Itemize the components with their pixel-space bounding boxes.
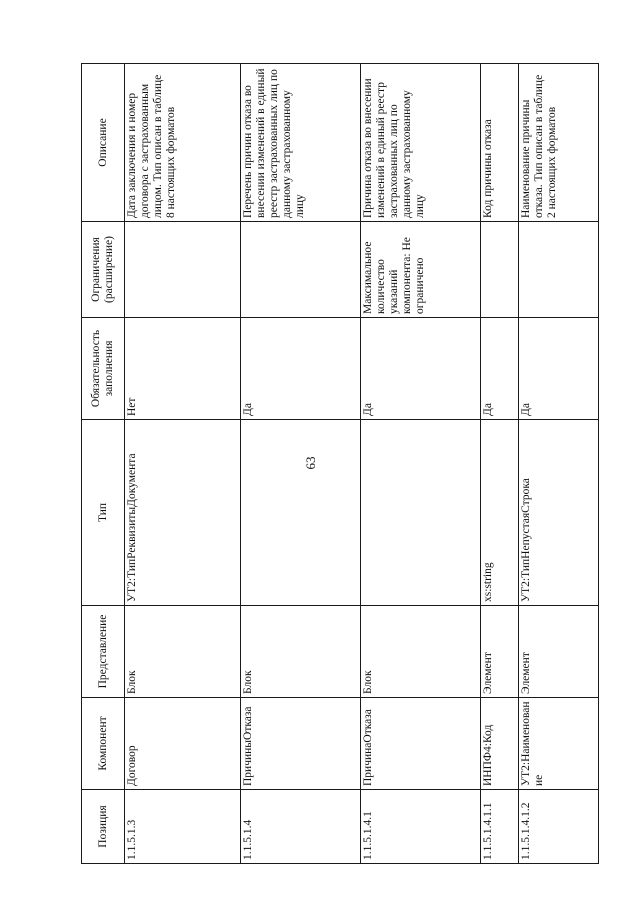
cell-representation: Элемент xyxy=(519,606,599,698)
cell-position: 1.1.5.1.4.1.2 xyxy=(519,790,599,864)
table-row xyxy=(241,64,361,864)
cell-type xyxy=(241,420,361,606)
cell-required: Да xyxy=(361,318,481,420)
specification-table-container xyxy=(81,64,558,864)
cell-restrictions xyxy=(125,222,241,318)
cell-component: Договор xyxy=(125,698,241,790)
cell-required: Нет xyxy=(125,318,241,420)
header-description: Описание xyxy=(82,64,125,222)
table-row xyxy=(125,64,241,864)
cell-component: ПричиныОтказа xyxy=(241,698,361,790)
cell-component: ИНПФ4:Код xyxy=(481,698,519,790)
cell-position: 1.1.5.1.4 xyxy=(241,790,361,864)
cell-restrictions xyxy=(241,222,361,318)
header-component: Компонент xyxy=(82,698,125,790)
cell-description: Наименование причины отказа. Тип описан в таблице 2 настоящих форматов xyxy=(519,64,599,222)
table-row xyxy=(361,64,481,864)
header-required: Обязательность заполнения xyxy=(82,318,125,420)
table-row xyxy=(519,64,599,864)
table-header-row xyxy=(82,64,125,864)
cell-component: УТ2:Наименование xyxy=(519,698,599,790)
cell-description: Дата заключения и номер договора с застрахованным лицом. Тип описан в таблице 8 настоящих форматов xyxy=(125,64,241,222)
cell-type xyxy=(361,420,481,606)
cell-component: ПричинаОтказа xyxy=(361,698,481,790)
cell-representation: Блок xyxy=(241,606,361,698)
cell-required: Да xyxy=(241,318,361,420)
cell-representation: Элемент xyxy=(481,606,519,698)
cell-description: Причина отказа во внесении изменений в единый реестр застрахованных лиц по данному застрахованному лицу xyxy=(361,64,481,222)
cell-representation: Блок xyxy=(361,606,481,698)
cell-representation: Блок xyxy=(125,606,241,698)
specification-table xyxy=(81,63,599,864)
cell-type: УТ2:ТипНепустаяСтрока xyxy=(519,420,599,606)
header-type: Тип xyxy=(82,420,125,606)
table-row xyxy=(481,64,519,864)
cell-restrictions xyxy=(481,222,519,318)
header-restrictions: Ограничения (расширение) xyxy=(82,222,125,318)
cell-required: Да xyxy=(519,318,599,420)
cell-type: xs:string xyxy=(481,420,519,606)
page-number: 63 xyxy=(303,456,318,470)
cell-description: Код причины отказа xyxy=(481,64,519,222)
cell-position: 1.1.5.1.4.1.1 xyxy=(481,790,519,864)
cell-required: Да xyxy=(481,318,519,420)
cell-description: Перечень причин отказа во внесении изменений в единый реестр застрахованных лиц по данному застрахованному лицу xyxy=(241,64,361,222)
cell-restrictions xyxy=(519,222,599,318)
cell-restrictions: Максимальное количество указаний компонента: Не ограничено xyxy=(361,222,481,318)
header-representation: Представление xyxy=(82,606,125,698)
cell-position: 1.1.5.1.4.1 xyxy=(361,790,481,864)
cell-type: УТ2:ТипРеквизитыДокумента xyxy=(125,420,241,606)
header-position: Позиция xyxy=(82,790,125,864)
cell-position: 1.1.5.1.3 xyxy=(125,790,241,864)
